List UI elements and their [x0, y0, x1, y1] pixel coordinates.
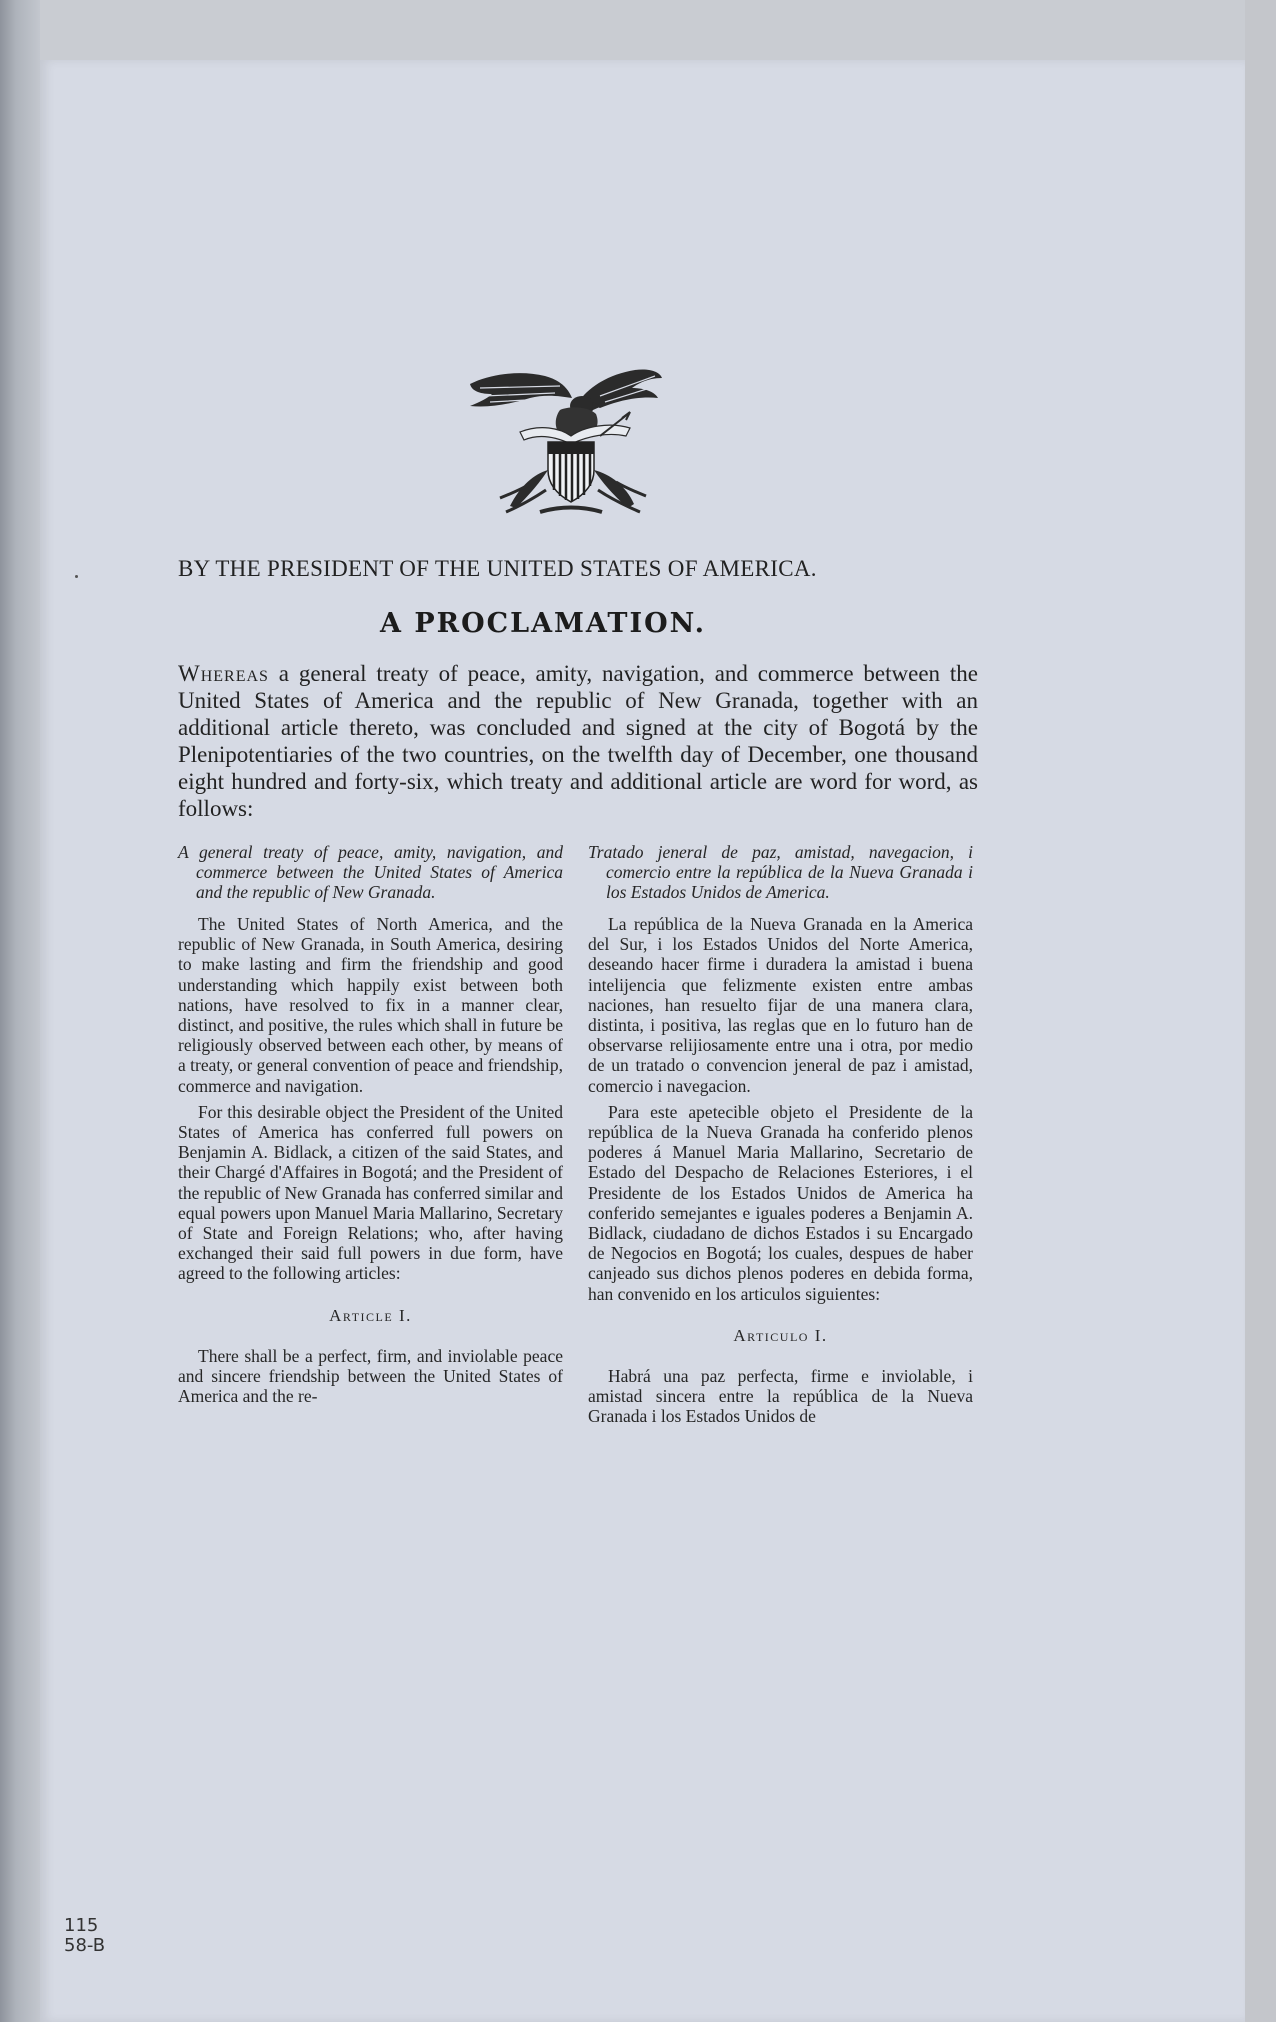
spanish-paragraph-2: Para este apetecible objeto el Presidente de la república de la Nueva Granada ha conferido plenos poderes á Manuel Maria Mallarino, Secretario de Estado del Despacho de Relaciones Esteriores, i el Presidente de los Estados Unidos de America ha conferido semejantes e iguales poderes a Benjamin A. Bidlack, ciudadano de dichos Estados i su Encargado de Negocios en Bogotá; los cuales, despues de haber canjeado sus dichos plenos poderes en debida forma, han convenido en los articulos siguientes:: [588, 1101, 973, 1304]
english-column: [178, 842, 563, 1412]
shelfmark-line-2: 58-B: [64, 1935, 106, 1956]
english-title: A general treaty of peace, amity, navigation, and commerce between the United States of America and the republic of New Granada.: [178, 842, 563, 902]
preamble-paragraph: [178, 660, 978, 822]
preamble-lead-word: Whereas: [178, 661, 269, 686]
spanish-column: [588, 842, 973, 1433]
preamble-text: a general treaty of peace, amity, navigation, and commerce between the United States of America and the republic of New Granada, together with an additional article thereto, was concluded and signed at the city of Bogotá by the Plenipotentiaries of the two countries, on the twelfth day of December, one thousand eight hundred and forty-six, which treaty and additional article are word for word, as follows:: [178, 661, 978, 821]
spanish-paragraph-3: Habrá una paz perfecta, firme e inviolable, i amistad sincera entre la república de la Nueva Granada i los Estados Unidos de: [588, 1366, 973, 1427]
english-paragraph-1: The United States of North America, and the republic of New Granada, in South America, desiring to make lasting and firm the friendship and good understanding which happily exist between both nations, have resolved to fix in a manner clear, distinct, and positive, the rules which shall in future be religiously observed between each other, by means of a treaty, or general convention of peace and friendship, commerce and navigation.: [178, 914, 563, 1096]
proclamation-title: A PROCLAMATION.: [380, 608, 706, 639]
english-paragraph-2: For this desirable object the President of the United States of America has conferred full powers on Benjamin A. Bidlack, a citizen of the said States, and their Chargé d'Affaires in Bogotá; and the President of the republic of New Granada has conferred similar and equal powers upon Manuel Maria Mallarino, Secretary of State and Foreign Relations; who, after having exchanged their said full powers in due form, have agreed to the following articles:: [178, 1101, 563, 1284]
shelfmark-line-1: 115: [64, 1915, 99, 1936]
president-heading: BY THE PRESIDENT OF THE UNITED STATES OF AMERICA.: [178, 556, 817, 581]
right-page-edge: [1245, 0, 1276, 2022]
left-page-edge: [0, 0, 40, 2022]
eagle-crest-icon: [450, 366, 692, 516]
english-paragraph-3: There shall be a perfect, firm, and inviolable peace and sincere friendship between the United States of America and the re-: [178, 1345, 563, 1407]
spanish-title: Tratado jeneral de paz, amistad, navegacion, i comercio entre la república de la Nueva Granada i los Estados Unidos de America.: [588, 842, 973, 902]
spanish-article-heading: Articulo I.: [733, 1325, 828, 1345]
handwritten-shelfmark: [64, 1916, 105, 1956]
spanish-paragraph-1: La república de la Nueva Granada en la America del Sur, i los Estados Unidos del Norte America, deseando hacer firme i duradera la amistad i buena intelijencia que felizmente existen entre ambas naciones, han resuelto fijar de una manera clara, distinta, i positiva, las reglas que en lo futuro han de observarse relijiosamente entre una i otra, por medio de un tratado o convencion jeneral de paz i amistad, comercio i navegacion.: [588, 914, 973, 1096]
ink-speck: [75, 575, 78, 578]
english-article-heading: Article I.: [329, 1305, 412, 1325]
